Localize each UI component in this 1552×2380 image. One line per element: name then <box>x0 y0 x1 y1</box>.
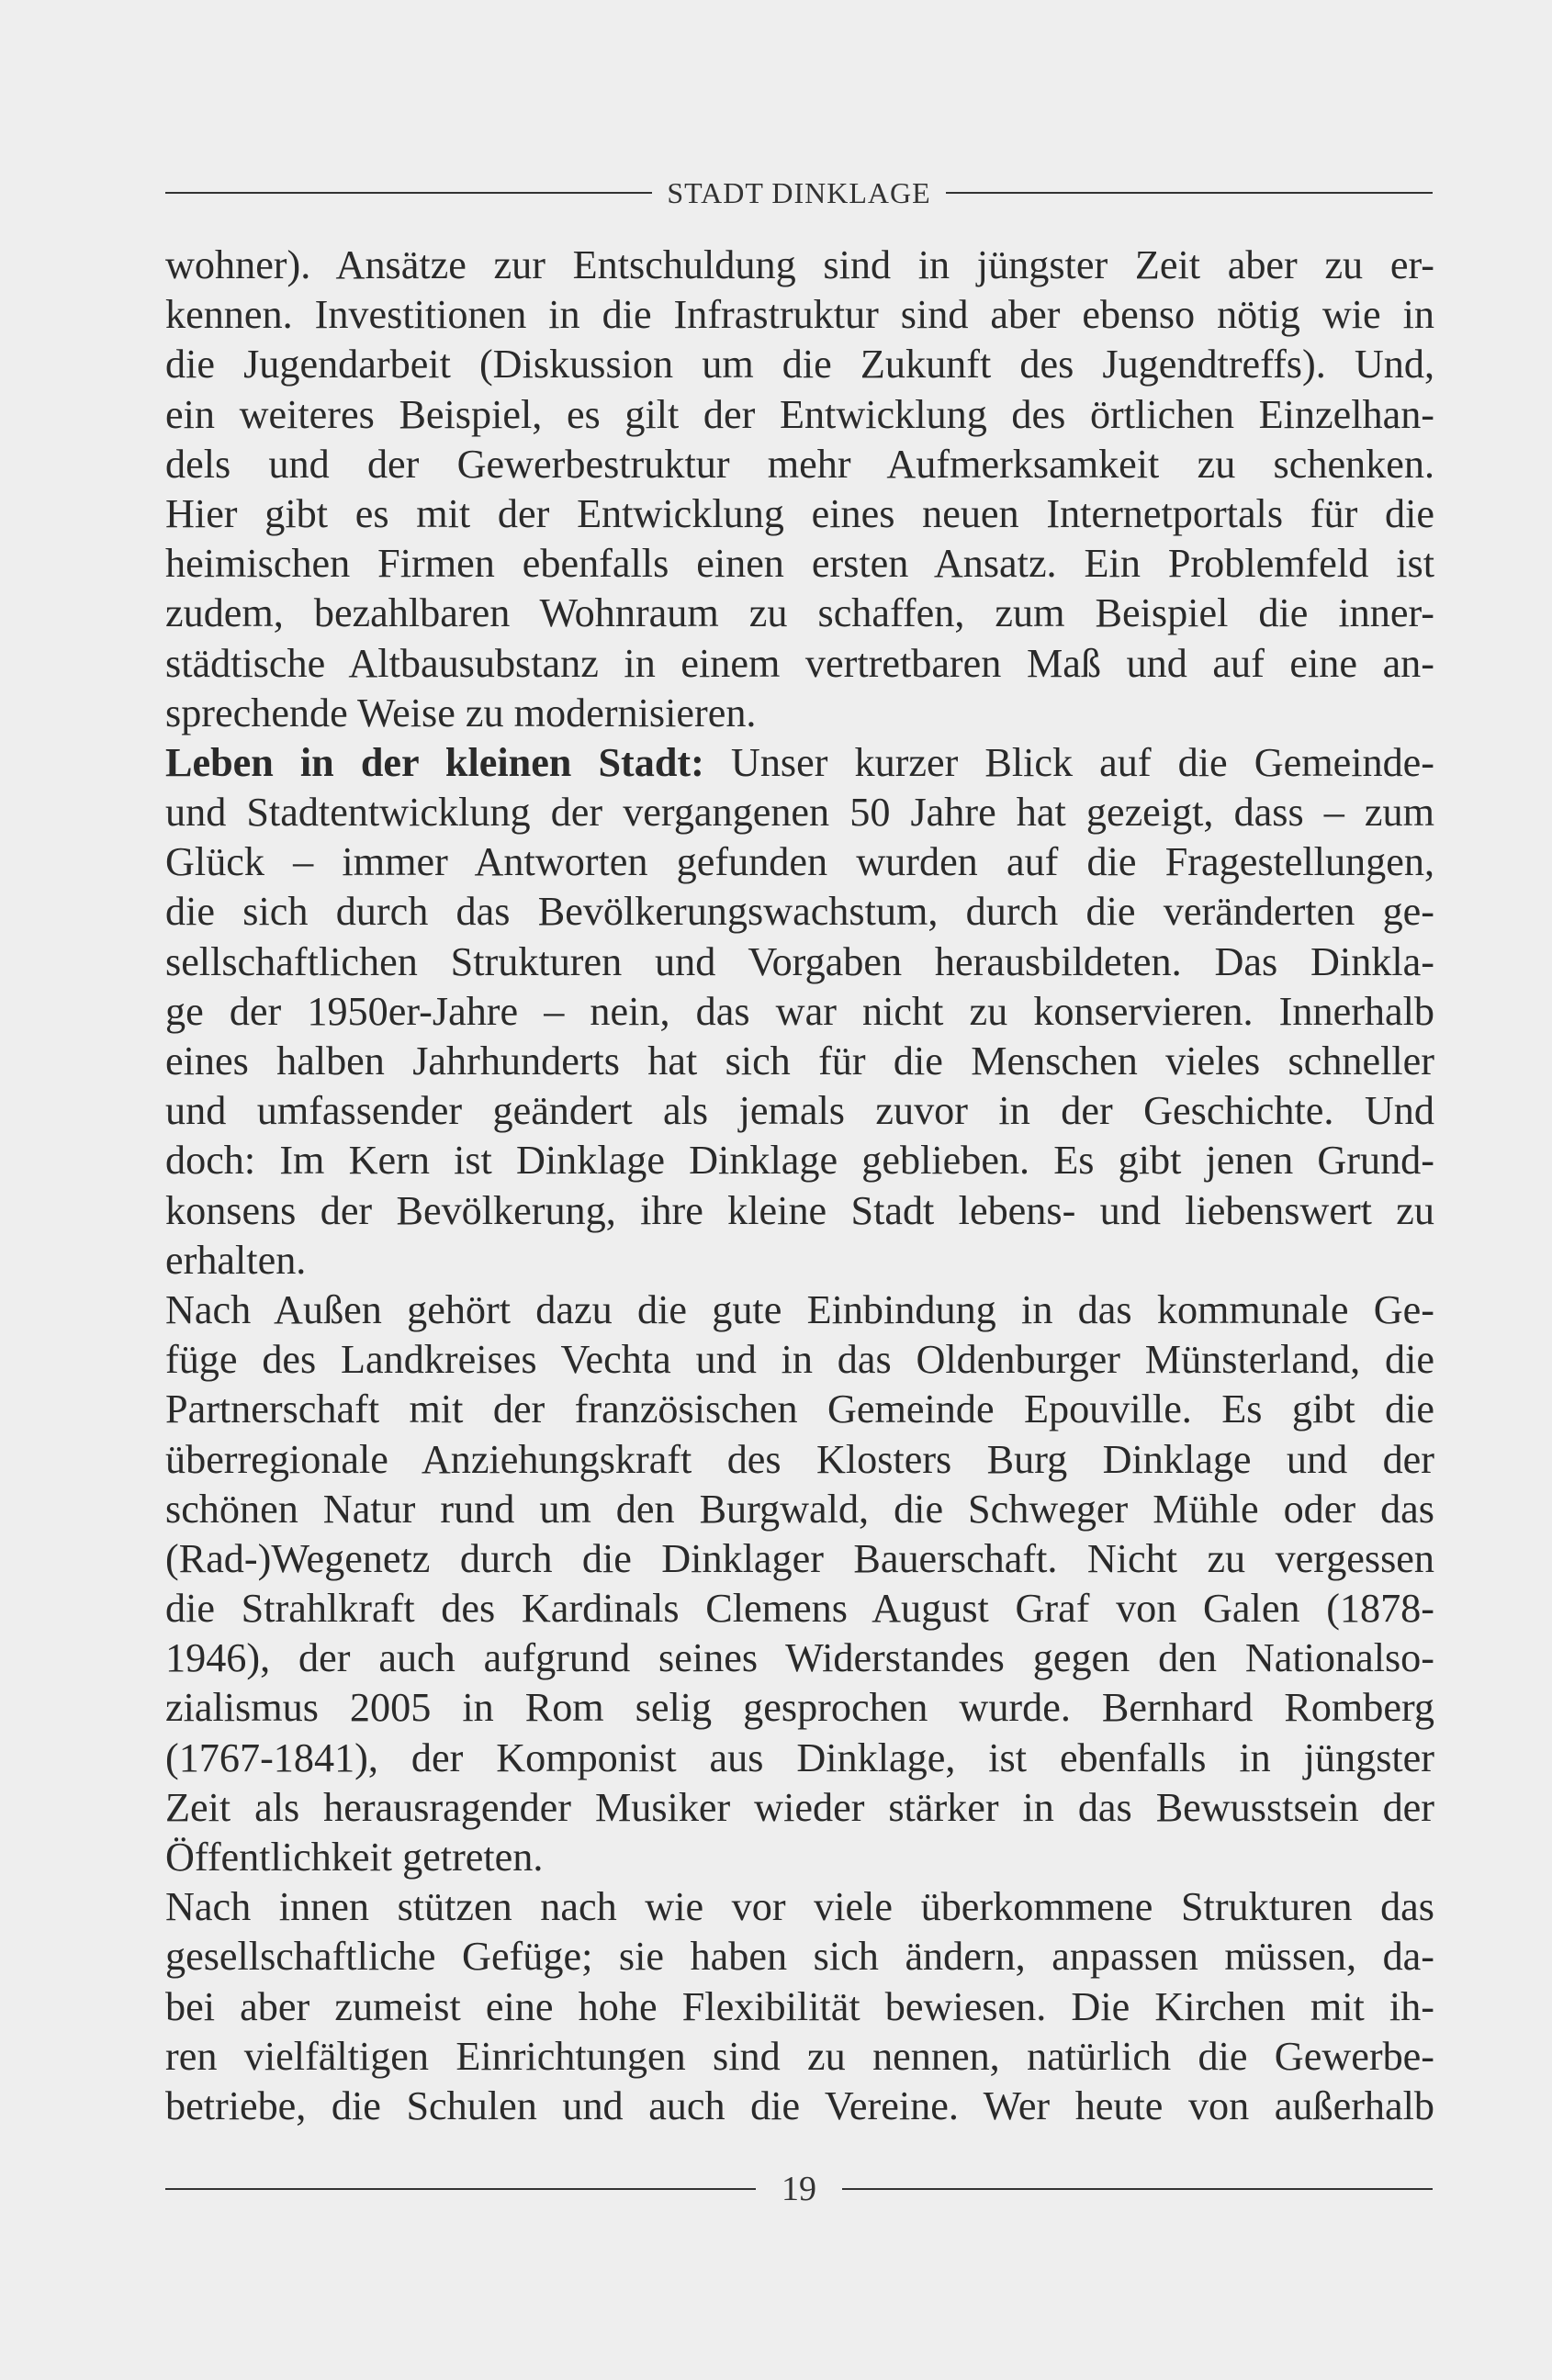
text-line-content: (Rad-)Wegenetz durch die Dinklager Bauerschaft. Nicht zu vergessen <box>165 1535 1434 1581</box>
text-line <box>165 1932 1434 1981</box>
section-heading: Leben in der kleinen Stadt: <box>165 739 704 785</box>
text-line-content: die Strahlkraft des Kardinals Clemens August Graf von Galen (1878- <box>165 1586 1434 1632</box>
text-line <box>165 340 1434 389</box>
header-rule-left <box>165 192 652 194</box>
text-line-content: (1767-1841), der Komponist aus Dinklage, ist ebenfalls in jüngster <box>165 1734 1434 1780</box>
text-line-content: zudem, bezahlbaren Wohnraum zu schaffen, zum Beispiel die inner- <box>165 590 1434 636</box>
text-line-content: doch: Im Kern ist Dinklage Dinklage geblieben. Es gibt jenen Grund- <box>165 1138 1434 1184</box>
text-line <box>165 1683 1434 1733</box>
text-line <box>165 689 1434 738</box>
text-line <box>165 241 1434 290</box>
text-line-content: wohner). Ansätze zur Entschuldung sind in jüngster Zeit aber zu er- <box>165 242 1434 287</box>
text-line <box>165 2082 1434 2131</box>
text-line <box>165 290 1434 340</box>
text-line-content: Partnerschaft mit der französischen Gemeinde Epouville. Es gibt die <box>165 1386 1434 1432</box>
text-line-content: konsens der Bevölkerung, ihre kleine Stadt lebens- und liebenswert zu <box>165 1187 1434 1233</box>
text-line-content: Nach Außen gehört dazu die gute Einbindung in das kommunale Ge- <box>165 1286 1434 1332</box>
text-line-content: ren vielfältigen Einrichtungen sind zu nennen, natürlich die Gewerbe- <box>165 2033 1434 2079</box>
text-line <box>165 440 1434 489</box>
text-line <box>165 987 1434 1037</box>
text-line <box>165 1734 1434 1783</box>
text-line-content: betriebe, die Schulen und auch die Vereine. Wer heute von außerhalb <box>165 2082 1434 2128</box>
text-line-content: heimischen Firmen ebenfalls einen ersten Ansatz. Ein Problemfeld ist <box>165 541 1434 587</box>
text-line <box>165 1882 1434 1932</box>
text-line <box>165 1485 1434 1534</box>
text-line-content: dels und der Gewerbestruktur mehr Aufmerksamkeit zu schenken. <box>165 441 1434 487</box>
text-line-content: bei aber zumeist eine hohe Flexibilität bewiesen. Die Kirchen mit ih- <box>165 1983 1434 2029</box>
text-line <box>165 539 1434 589</box>
text-line-content: erhalten. <box>165 1237 307 1283</box>
text-line-content: füge des Landkreises Vechta und in das Oldenburger Münsterland, die <box>165 1337 1434 1383</box>
text-line <box>165 837 1434 887</box>
text-line <box>165 1833 1434 1882</box>
text-line <box>165 589 1434 638</box>
text-line-content: und Stadtentwicklung der vergangenen 50 Jahre hat gezeigt, dass – zum <box>165 790 1434 836</box>
text-line <box>165 1285 1434 1335</box>
text-line <box>165 887 1434 937</box>
text-line-content: Öffentlichkeit getreten. <box>165 1835 544 1880</box>
text-line-content: Hier gibt es mit der Entwicklung eines neuen Internetportals für die <box>165 490 1434 536</box>
text-line-content: gesellschaftliche Gefüge; sie haben sich ändern, anpassen müssen, da- <box>165 1934 1434 1980</box>
text-line <box>165 1982 1434 2032</box>
text-line-content: die Jugendarbeit (Diskussion um die Zukunft des Jugendtreffs). Und, <box>165 342 1434 387</box>
running-header <box>165 174 1433 211</box>
text-line <box>165 1037 1434 1086</box>
text-line <box>165 1633 1434 1683</box>
text-line-content: Zeit als herausragender Musiker wieder stärker in das Bewusstsein der <box>165 1784 1434 1830</box>
text-line <box>165 1086 1434 1136</box>
text-line <box>165 489 1434 539</box>
text-line <box>165 1534 1434 1584</box>
text-line-content: ge der 1950er-Jahre – nein, das war nicht zu konservieren. Innerhalb <box>165 988 1434 1034</box>
text-line <box>165 738 1434 788</box>
text-line-content: die sich durch das Bevölkerungswachstum, durch die veränderten ge- <box>165 889 1434 935</box>
text-line <box>165 1584 1434 1633</box>
text-line-content: und umfassender geändert als jemals zuvor in der Geschichte. Und <box>165 1088 1434 1134</box>
header-rule-right <box>946 192 1433 194</box>
text-line <box>165 788 1434 837</box>
page-footer <box>165 2169 1433 2209</box>
text-line <box>165 937 1434 987</box>
text-line-content: Nach innen stützen nach wie vor viele überkommene Strukturen das <box>165 1884 1434 1930</box>
text-line-content: städtische Altbausubstanz in einem vertretbaren Maß und auf eine an- <box>165 640 1434 686</box>
text-line-content: Glück – immer Antworten gefunden wurden auf die Fragestellungen, <box>165 839 1434 885</box>
text-line <box>165 1335 1434 1385</box>
body-text <box>165 241 1434 2131</box>
page-number: 19 <box>782 2170 816 2208</box>
text-line-content: zialismus 2005 in Rom selig gesprochen wurde. Bernhard Romberg <box>165 1685 1434 1731</box>
text-line <box>165 1435 1434 1485</box>
text-line <box>165 1385 1434 1434</box>
text-line-content: Unser kurzer Blick auf die Gemeinde- <box>703 739 1435 785</box>
text-line-content: 1946), der auch aufgrund seines Widerstandes gegen den Nationalso- <box>165 1635 1434 1681</box>
text-line-content: ein weiteres Beispiel, es gilt der Entwicklung des örtlichen Einzelhan- <box>165 391 1434 437</box>
text-line <box>165 2032 1434 2082</box>
text-line <box>165 639 1434 689</box>
text-line-content: eines halben Jahrhunderts hat sich für die Menschen vieles schneller <box>165 1038 1434 1083</box>
text-line-content: sellschaftlichen Strukturen und Vorgaben herausbildeten. Das Dinkla- <box>165 938 1434 984</box>
running-header-title: STADT DINKLAGE <box>667 175 931 209</box>
text-line <box>165 390 1434 440</box>
text-line <box>165 1236 1434 1285</box>
footer-rule-left <box>165 2188 756 2190</box>
text-line-content: sprechende Weise zu modernisieren. <box>165 690 757 735</box>
text-line <box>165 1136 1434 1185</box>
text-line-content: kennen. Investitionen in die Infrastruktur sind aber ebenso nötig wie in <box>165 292 1434 338</box>
text-line-content: schönen Natur rund um den Burgwald, die Schweger Mühle oder das <box>165 1486 1434 1532</box>
text-line <box>165 1186 1434 1236</box>
text-line <box>165 1783 1434 1833</box>
text-line-content: überregionale Anziehungskraft des Klosters Burg Dinklage und der <box>165 1436 1434 1482</box>
footer-rule-right <box>842 2188 1433 2190</box>
